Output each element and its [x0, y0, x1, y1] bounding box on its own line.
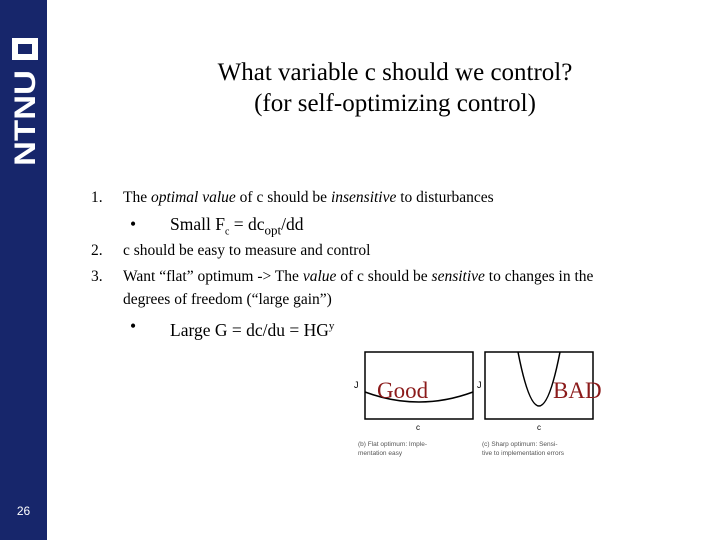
svg-text:NTNU: NTNU: [9, 82, 42, 166]
title-line-2: (for self-optimizing control): [254, 90, 536, 117]
bullet-icon: •: [130, 214, 137, 234]
slide-title: [150, 57, 640, 119]
list-item-3-continuation: degrees of freedom (“large gain”): [123, 291, 332, 308]
right-axis-y: J: [477, 380, 482, 390]
item-text: Want “flat” optimum -> The value of c should be sensitive to changes in the: [123, 268, 594, 285]
sharp-optimum-plot: [477, 352, 593, 457]
bad-label: BAD: [553, 378, 602, 403]
left-caption-2: mentation easy: [358, 450, 403, 457]
item-number: 2.: [91, 242, 103, 259]
right-caption-2: tive to implementation errors: [482, 450, 565, 457]
slide-number: 26: [16, 504, 31, 518]
item-text: c should be easy to measure and control: [123, 242, 371, 259]
sidebar: [0, 0, 47, 540]
good-label: Good: [377, 378, 429, 403]
item-number: 1.: [91, 189, 103, 206]
ntnu-logo: [8, 38, 42, 170]
item-text: The optimal value of c should be insensitive to disturbances: [123, 189, 494, 206]
item-number: 3.: [91, 268, 103, 285]
optimum-figure: [340, 350, 620, 465]
flat-optimum-plot: [354, 352, 473, 457]
title-line-1: What variable c should we control?: [217, 59, 573, 86]
bullet-icon: •: [130, 316, 137, 336]
right-axis-x: c: [537, 423, 541, 432]
right-caption-1: (c) Sharp optimum: Sensi-: [482, 441, 558, 448]
left-axis-y: J: [354, 380, 359, 390]
left-caption-1: (b) Flat optimum: Imple-: [358, 441, 427, 448]
bullet-text: Small $F_c = dc_{opt}/dd$: [170, 214, 304, 238]
bullet-text: Large $G = dc/du = HG^y$: [170, 319, 335, 340]
left-axis-x: c: [416, 423, 420, 432]
